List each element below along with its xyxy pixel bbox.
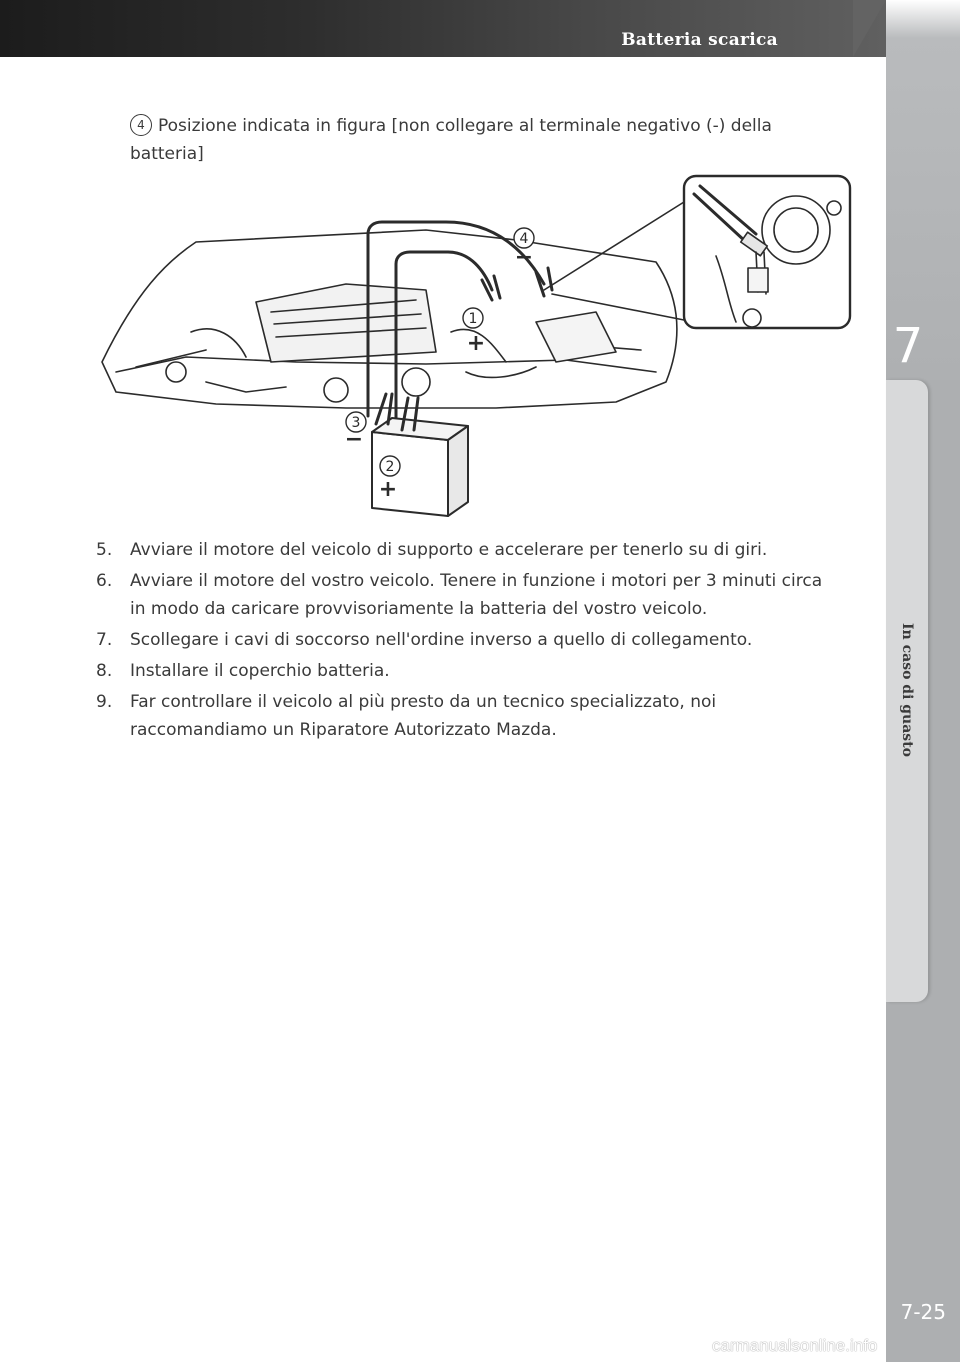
zoom-inset: [684, 176, 850, 328]
list-item: [96, 567, 836, 623]
section-title: Batteria scarica: [621, 30, 778, 50]
plus-sign-engine: +: [466, 331, 486, 356]
list-item: [96, 657, 836, 685]
step-number: 6.: [96, 571, 113, 591]
step-text: Avviare il motore del vostro veicolo. Tenere in funzione i motori per 3 minuti circa in modo da caricare provvisoriamente la batteria del vostro veicolo.: [130, 571, 823, 619]
callout-2: 2: [385, 459, 395, 475]
chapter-label: In caso di guasto: [899, 623, 915, 757]
step-number: 8.: [96, 661, 113, 681]
minus-sign-battery: −: [344, 427, 364, 452]
list-item: [96, 688, 836, 744]
header-corner: [853, 0, 886, 57]
callout-4: 4: [519, 231, 529, 247]
chapter-number: 7: [892, 318, 924, 374]
minus-sign-ground: −: [514, 245, 534, 270]
step-text: Installare il coperchio batteria.: [130, 661, 390, 681]
callout-1: 1: [468, 311, 478, 327]
intro-note-text: Posizione indicata in figura [non collegare al terminale negativo (-) della batteria]: [130, 116, 772, 164]
intro-note: [130, 112, 790, 168]
page-number: 7-25: [900, 1300, 946, 1324]
callout-3: 3: [351, 415, 361, 431]
step-number: 7.: [96, 630, 113, 650]
watermark[interactable]: carmanualsonline.info: [712, 1336, 878, 1355]
steps-list: [96, 536, 836, 747]
plus-sign-battery: +: [378, 477, 398, 502]
list-item: [96, 626, 836, 654]
callout-4-badge: 4: [130, 114, 152, 136]
step-text: Avviare il motore del veicolo di supporto e accelerare per tenerlo su di giri.: [130, 540, 768, 560]
header-bar: [0, 0, 886, 57]
step-text: Scollegare i cavi di soccorso nell'ordine inverso a quello di collegamento.: [130, 630, 753, 650]
step-number: 5.: [96, 540, 113, 560]
list-item: [96, 536, 836, 564]
jump-start-diagram: [96, 172, 856, 528]
step-text: Far controllare il veicolo al più presto da un tecnico specializzato, noi raccomandiamo un Riparatore Autorizzato Mazda.: [130, 692, 717, 740]
step-number: 9.: [96, 692, 113, 712]
